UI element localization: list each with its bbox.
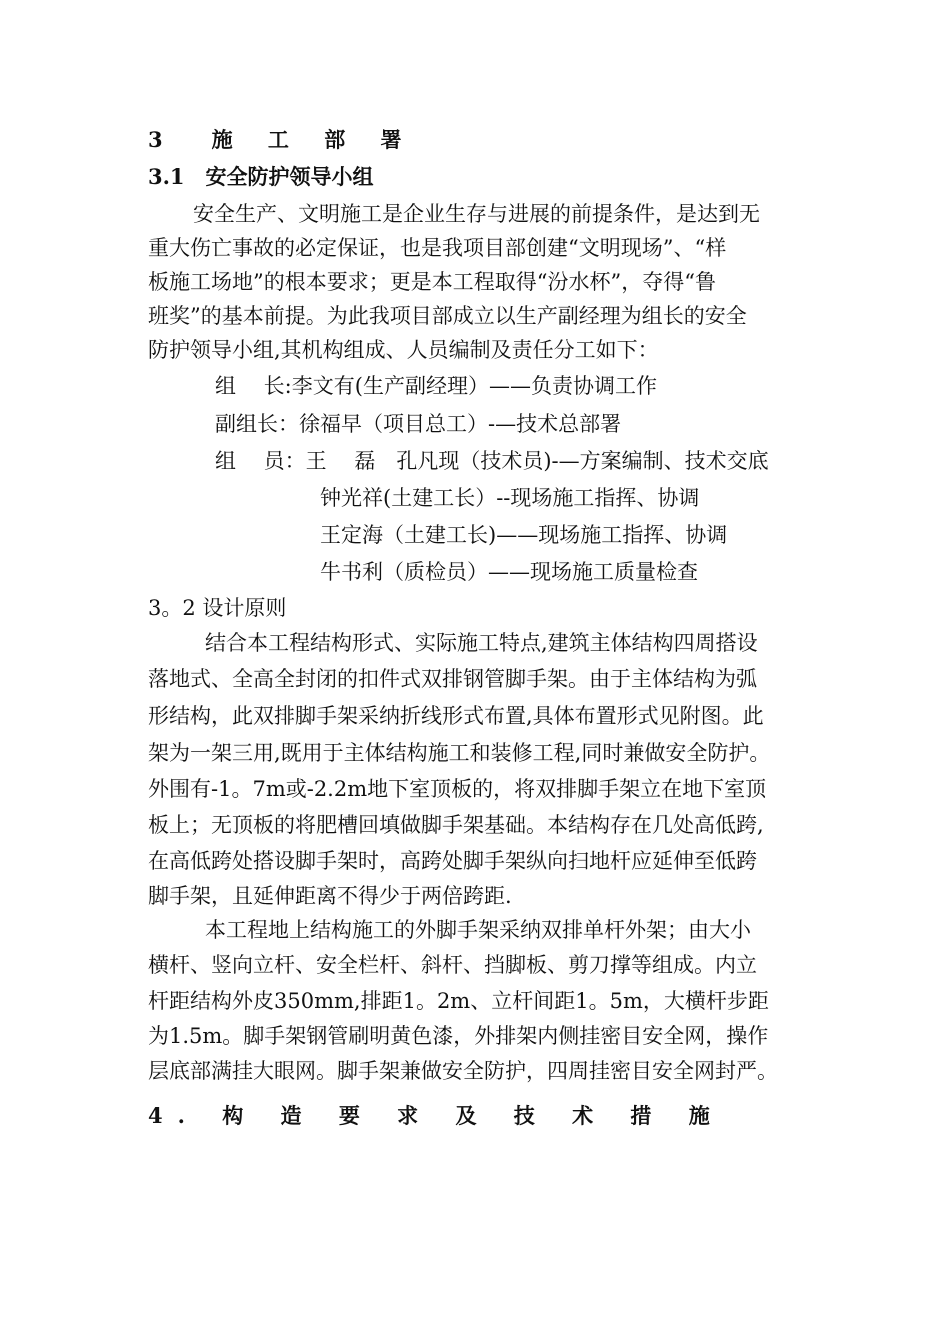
section-3-1-heading: 3.1 安全防护领导小组 [148,164,374,189]
roster-line-member: 王定海（土建工长)——现场施工指挥、协调 [320,523,728,547]
roster-line-members: 组 员：王 磊 孔凡现（技术员)-—方案编制、技术交底 [215,449,769,473]
paragraph-line: 防护领导小组,其机构组成、人员编制及责任分工如下： [148,338,659,362]
roster-line-member: 牛书利（质检员）——现场施工质量检查 [320,560,698,584]
section-3-heading: 3 施 工 部 署 [148,127,416,152]
paragraph-line: 架为一架三用,既用于主体结构施工和装修工程,同时兼做安全防护。 [148,741,771,765]
paragraph-line: 安全生产、文明施工是企业生存与进展的前提条件，是达到无 [193,202,760,226]
paragraph-line: 板施工场地”的根本要求；更是本工程取得“汾水杯”，夺得“鲁 [148,270,716,294]
section-4-heading: 4. 构 造 要 求 及 技 术 措 施 [148,1103,725,1128]
roster-line-member: 钟光祥(土建工长）--现场施工指挥、协调 [320,486,700,510]
paragraph-line: 班奖”的基本前提。为此我项目部成立以生产副经理为组长的安全 [148,304,747,328]
section-3-2-heading: 3。2 设计原则 [148,596,287,620]
paragraph-line: 横杆、竖向立杆、安全栏杆、斜杆、挡脚板、剪刀撑等组成。内立 [148,953,757,977]
paragraph-line: 本工程地上结构施工的外脚手架采纳双排单杆外架；由大小 [205,918,751,942]
paragraph-line: 落地式、全高全封闭的扣件式双排钢管脚手架。由于主体结构为弧 [148,667,757,691]
paragraph-line: 结合本工程结构形式、实际施工特点,建筑主体结构四周搭设 [205,631,758,655]
roster-line-leader: 组 长:李文有(生产副经理）——负责协调工作 [215,374,657,398]
paragraph-line: 形结构，此双排脚手架采纳折线形式布置,具体布置形式见附图。此 [148,704,764,728]
paragraph-line: 板上；无顶板的将肥槽回填做脚手架基础。本结构存在几处高低跨, [148,813,764,837]
paragraph-line: 在高低跨处搭设脚手架时，高跨处脚手架纵向扫地杆应延伸至低跨 [148,849,757,873]
roster-line-deputy: 副组长：徐福早（项目总工）-—技术总部署 [215,412,622,436]
paragraph-line: 外围有-1。7m或-2.2m地下室顶板的，将双排脚手架立在地下室顶 [148,777,767,801]
paragraph-line: 重大伤亡事故的必定保证，也是我项目部创建“文明现场”、“样 [148,236,727,260]
paragraph-line: 杆距结构外皮350mm,排距1。2m、立杆间距1。5m，大横杆步距 [148,989,769,1013]
paragraph-line: 为1.5m。脚手架钢管刷明黄色漆，外排架内侧挂密目安全网，操作 [148,1024,769,1048]
paragraph-line: 脚手架，且延伸距离不得少于两倍跨距. [148,884,512,908]
paragraph-line: 层底部满挂大眼网。脚手架兼做安全防护，四周挂密目安全网封严。 [148,1059,778,1083]
